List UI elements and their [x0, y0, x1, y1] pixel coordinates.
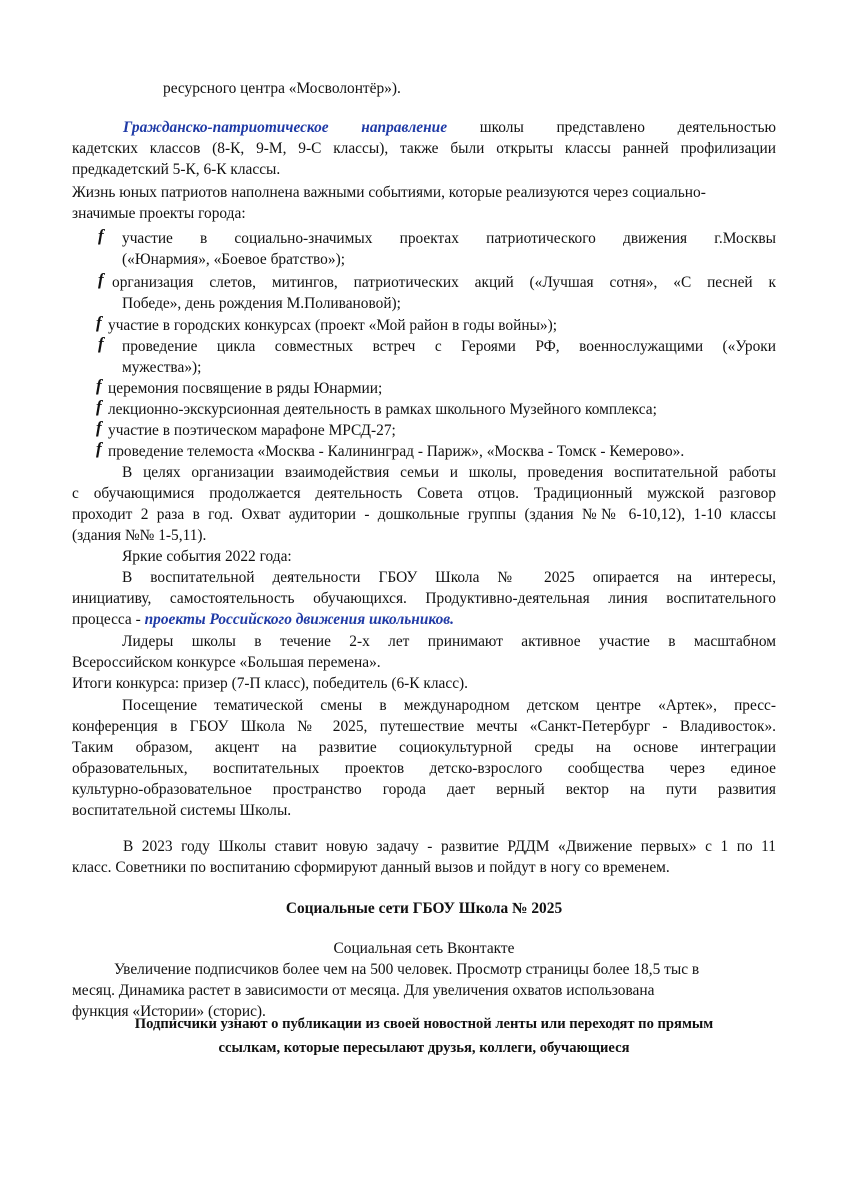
list-item: лекционно-экскурсионная деятельность в рамках школьного Музейного комплекса;	[108, 401, 657, 418]
paragraph-line: значимые проекты города:	[72, 205, 246, 222]
list-item: проведение телемоста «Москва - Калининград - Париж», «Москва - Томск - Кемерово».	[108, 443, 685, 460]
paragraph-line: конференция в ГБОУ Школа № 2025, путешествие мечты «Санкт-Петербург - Владивосток».	[72, 718, 776, 735]
paragraph-line: Посещение тематической смены в международном детском центре «Артек», пресс-	[122, 697, 776, 714]
closing-text-2: ссылкам, которые пересылают друзья, коллеги, обучающиеся	[218, 1040, 630, 1056]
paragraph-line: Всероссийском конкурсе «Большая перемена».	[72, 654, 381, 671]
paragraph-line: культурно-образовательное пространство города дает верный вектор на пути развития	[72, 781, 776, 798]
bullet-glyph: f	[96, 439, 102, 458]
paragraph-line: образовательных, воспитательных проектов детско-взрослого сообщества через единое	[72, 760, 776, 777]
bullet-glyph: f	[96, 313, 102, 332]
paragraph-line	[123, 117, 776, 138]
paragraph-line: с обучающимися продолжается деятельность Совета отцов. Традиционный мужской разговор	[72, 485, 776, 502]
paragraph-line: проходит 2 раза в год. Охват аудитории - дошкольные группы (здания №№ 6-10,12), 1-10 классы	[72, 506, 776, 523]
closing-text-1: Подписчики узнают о публикации из своей новостной ленты или переходят по прямым	[134, 1016, 714, 1032]
paragraph-text: школы представлено деятельностью	[479, 119, 776, 136]
paragraph-line: Увеличение подписчиков более чем на 500 человек. Просмотр страницы более 18,5 тыс в	[114, 961, 700, 978]
paragraph-line: воспитательной системы Школы.	[72, 802, 292, 819]
list-item: участие в поэтическом марафоне МРСД-27;	[108, 422, 396, 439]
rdsh-projects-highlight: проекты Российского движения школьников.	[144, 611, 455, 628]
list-item: церемония посвящение в ряды Юнармии;	[108, 380, 383, 397]
paragraph-line: Лидеры школы в течение 2-х лет принимают активное участие в масштабном	[122, 633, 776, 650]
events-heading: Яркие события 2022 года:	[122, 548, 292, 565]
paragraph-line: кадетских классов (8-К, 9-М, 9-С классы), также были открыты классы ранней профилизации	[72, 140, 776, 157]
paragraph-line: предкадетский 5-К, 6-К классы.	[72, 161, 281, 178]
list-item: участие в социально-значимых проектах патриотического движения г.Москвы	[122, 230, 776, 247]
bullet-glyph: f	[96, 376, 102, 395]
bullet-glyph: f	[96, 418, 102, 437]
bullet-glyph: f	[98, 270, 104, 289]
bullet-glyph: f	[98, 334, 104, 353]
section-title: Социальные сети ГБОУ Школа № 2025	[285, 900, 563, 917]
paragraph-line	[72, 609, 454, 630]
list-item: участие в городских конкурсах (проект «Мой район в годы войны»);	[108, 317, 558, 334]
list-item: проведение цикла совместных встреч с Героями РФ, военнослужащими («Уроки	[122, 338, 776, 355]
list-item-continuation: («Юнармия», «Боевое братство»);	[122, 251, 345, 268]
list-item-continuation: мужества»);	[122, 359, 202, 376]
paragraph-line: В 2023 году Школы ставит новую задачу - развитие РДДМ «Движение первых» с 1 по 11	[123, 838, 776, 855]
paragraph-line: месяц. Динамика растет в зависимости от месяца. Для увеличения охватов использована	[72, 982, 655, 999]
paragraph-text: процесса -	[72, 611, 141, 628]
bullet-glyph: f	[98, 226, 104, 245]
bullet-glyph: f	[96, 397, 102, 416]
continuation-text: ресурсного центра «Мосволонтёр»).	[163, 80, 401, 97]
paragraph-line: (здания №№ 1-5,11).	[72, 527, 207, 544]
vk-subtitle: Социальная сеть Вконтакте	[333, 940, 515, 957]
list-item: организация слетов, митингов, патриотических акций («Лучшая сотня», «С песней к	[112, 274, 776, 291]
paragraph-line: В воспитательной деятельности ГБОУ Школа № 2025 опирается на интересы,	[122, 569, 776, 586]
direction-highlight: Гражданско-патриотическое направление	[123, 119, 448, 136]
list-item-continuation: Победе», день рождения М.Поливановой);	[122, 295, 401, 312]
paragraph-line: Итоги конкурса: призер (7-П класс), победитель (6-К класс).	[72, 675, 469, 692]
paragraph-line: Таким образом, акцент на развитие социокультурной среды на основе интеграции	[72, 739, 776, 756]
paragraph-line: В целях организации взаимодействия семьи и школы, проведения воспитательной работы	[122, 464, 776, 481]
paragraph-line: инициативу, самостоятельность обучающихся. Продуктивно-деятельная линия воспитательного	[72, 590, 776, 607]
paragraph-line: Жизнь юных патриотов наполнена важными событиями, которые реализуются через социально-	[72, 184, 706, 201]
paragraph-line: класс. Советники по воспитанию сформируют данный вызов и пойдут в ногу со временем.	[72, 859, 670, 876]
paragraph-line: функция «Истории» (сторис).	[72, 1003, 266, 1020]
